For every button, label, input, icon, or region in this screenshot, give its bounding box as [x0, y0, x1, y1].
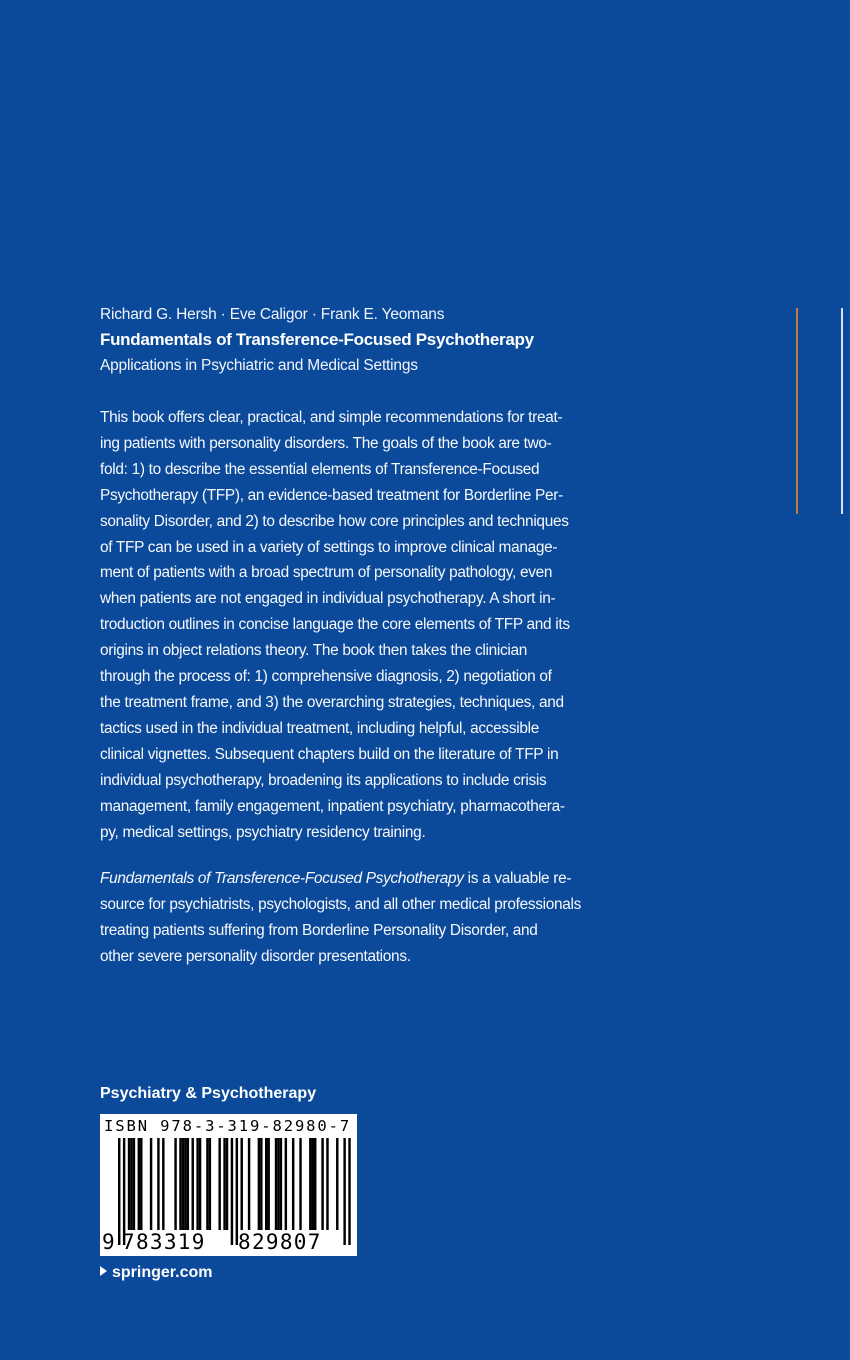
barcode-bar — [140, 1138, 142, 1230]
barcode-bar — [260, 1138, 262, 1230]
description-line: when patients are not engaged in individual psychotherapy. A short in- — [100, 590, 556, 608]
barcode-bar — [199, 1138, 201, 1230]
barcode-bar — [196, 1138, 198, 1230]
barcode-bar — [312, 1138, 314, 1230]
website-label: springer.com — [112, 1264, 213, 1281]
subject-category: Psychiatry & Psychotherapy — [100, 1085, 317, 1102]
summary-line — [100, 866, 581, 892]
barcode-bar — [209, 1138, 211, 1230]
barcode-bar — [280, 1138, 282, 1230]
barcode-guard-bar — [343, 1138, 345, 1245]
barcode-bar — [138, 1138, 140, 1230]
barcode-guard-bar — [118, 1138, 120, 1245]
barcode-bar — [275, 1138, 277, 1230]
barcode-bar — [206, 1138, 208, 1230]
barcode-bar — [133, 1138, 135, 1230]
description-line: ing patients with personality disorders. The goals of the book are two- — [100, 434, 552, 452]
ean-left-group: 783319 — [122, 1230, 206, 1254]
description-line: individual psychotherapy, broadening its applications to include crisis — [100, 771, 547, 789]
barcode-bar — [226, 1138, 228, 1230]
ean-right-group: 829807 — [238, 1230, 322, 1254]
barcode-bar — [267, 1138, 269, 1230]
barcode-bar — [187, 1138, 189, 1230]
barcode-bar — [174, 1138, 176, 1230]
publisher-website[interactable] — [100, 1264, 212, 1282]
book-subtitle: Applications in Psychiatric and Medical Settings — [100, 357, 418, 374]
summary-line: treating patients suffering from Borderline Personality Disorder, and — [100, 921, 538, 939]
barcode-bar — [285, 1138, 287, 1230]
book-title: Fundamentals of Transference-Focused Psychotherapy — [100, 330, 534, 349]
barcode-bar — [292, 1138, 294, 1230]
description-line: through the process of: 1) comprehensive diagnosis, 2) negotiation of — [100, 668, 552, 686]
description-line: management, family engagement, inpatient psychiatry, pharmacothera- — [100, 797, 565, 815]
barcode-bar — [314, 1138, 316, 1230]
description-paragraph — [100, 405, 570, 845]
barcode-bar — [336, 1138, 338, 1230]
description-line: py, medical settings, psychiatry residency training. — [100, 823, 426, 841]
spine-accent-line — [796, 308, 798, 514]
barcode-bar — [248, 1138, 250, 1230]
barcode-guard-bar — [348, 1138, 350, 1245]
barcode-bar — [321, 1138, 323, 1230]
barcode-bar — [223, 1138, 225, 1230]
ean-first-digit: 9 — [102, 1230, 115, 1254]
description-line: fold: 1) to describe the essential elements of Transference-Focused — [100, 460, 540, 478]
summary-line: source for psychiatrists, psychologists, and all other medical professionals — [100, 895, 582, 913]
arrow-right-icon — [100, 1266, 107, 1276]
description-line: the treatment frame, and 3) the overarching strategies, techniques, and — [100, 693, 564, 711]
barcode-bar — [241, 1138, 243, 1230]
barcode-bar — [162, 1138, 164, 1230]
description-line: origins in object relations theory. The book then takes the clinician — [100, 642, 528, 660]
barcode-bar — [258, 1138, 260, 1230]
description-line: troduction outlines in concise language the core elements of TFP and its — [100, 616, 570, 634]
description-line: of TFP can be used in a variety of settings to improve clinical manage- — [100, 538, 558, 556]
authors: Richard G. Hersh · Eve Caligor · Frank E. Yeomans — [100, 306, 445, 323]
barcode-bar — [179, 1138, 181, 1230]
description-line: clinical vignettes. Subsequent chapters build on the literature of TFP in — [100, 745, 559, 763]
barcode-bar — [218, 1138, 220, 1230]
barcode-bar — [277, 1138, 279, 1230]
barcode-bar — [192, 1138, 194, 1230]
description-line: ment of patients with a broad spectrum of personality pathology, even — [100, 564, 553, 582]
description-line: tactics used in the individual treatment, including helpful, accessible — [100, 719, 539, 737]
barcode-bar — [157, 1138, 159, 1230]
summary-paragraph — [100, 866, 581, 970]
barcode-guard-bar — [123, 1138, 125, 1245]
summary-title-italic: Fundamentals of Transference-Focused Psychotherapy — [100, 870, 464, 887]
barcode-bar — [184, 1138, 186, 1230]
description-line: sonality Disorder, and 2) to describe how core principles and techniques — [100, 512, 569, 530]
barcode-bar — [130, 1138, 132, 1230]
description-line: This book offers clear, practical, and simple recommendations for treat- — [100, 409, 563, 426]
spine-edge-line — [841, 308, 843, 514]
barcode-bar — [299, 1138, 301, 1230]
summary-line-rest: is a valuable re- — [463, 870, 572, 887]
barcode-bar — [326, 1138, 328, 1230]
summary-line: other severe personality disorder presentations. — [100, 947, 411, 965]
isbn-label: ISBN 978-3-319-82980-7 — [104, 1117, 352, 1135]
barcode-guard-bar — [236, 1138, 238, 1245]
description-line: Psychotherapy (TFP), an evidence-based treatment for Borderline Per- — [100, 486, 563, 504]
barcode-bar — [182, 1138, 184, 1230]
barcode-bar — [309, 1138, 311, 1230]
barcode-bar — [128, 1138, 130, 1230]
barcode-bar — [150, 1138, 152, 1230]
barcode-bar — [265, 1138, 267, 1230]
barcode-guard-bar — [231, 1138, 233, 1245]
isbn-barcode — [100, 1114, 357, 1256]
